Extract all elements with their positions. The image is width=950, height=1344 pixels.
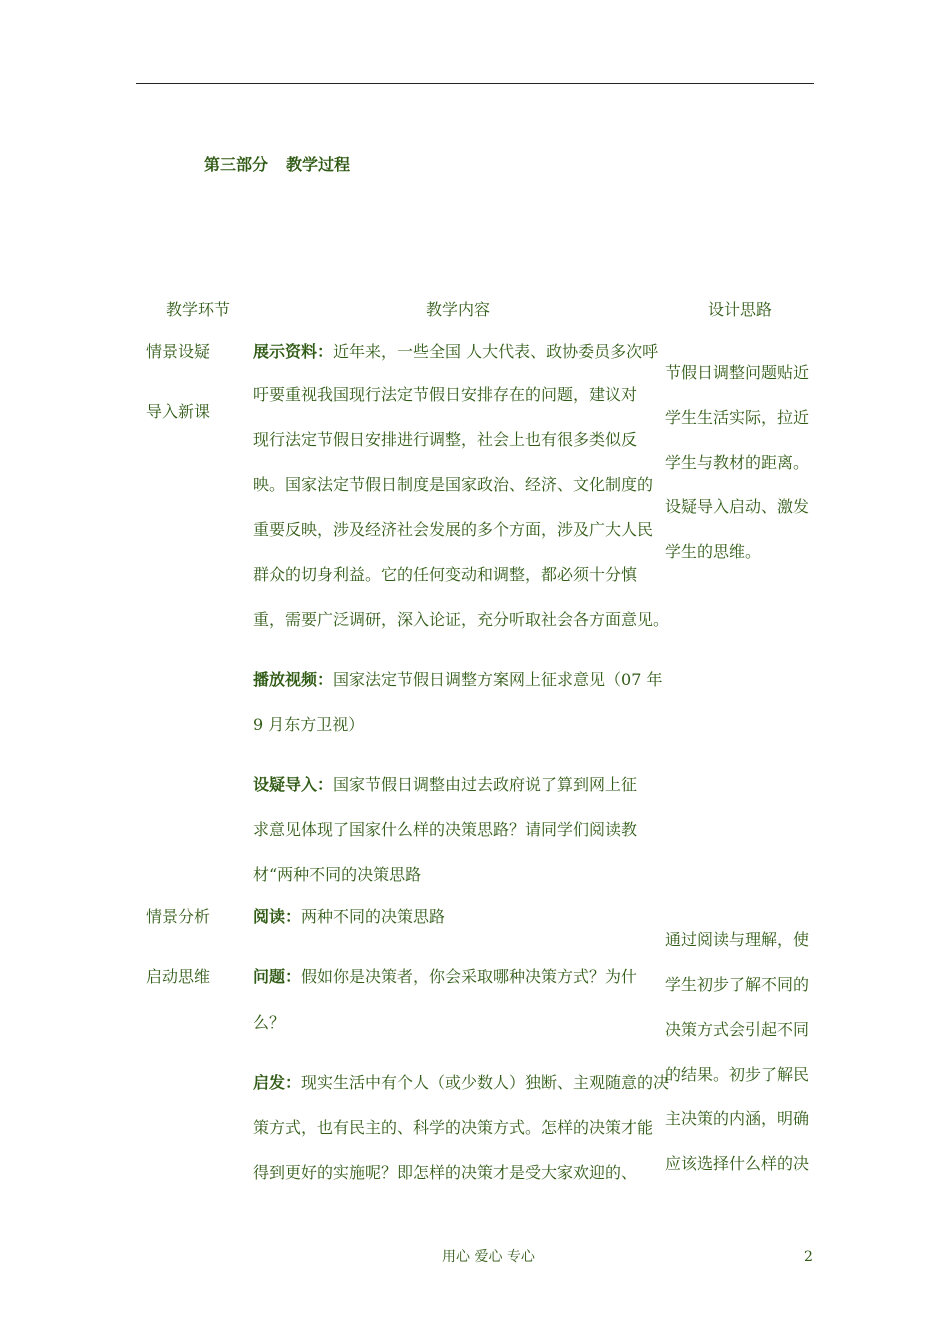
content-line: 问题：假如你是决策者，你会采取哪种决策方式？为什	[253, 967, 638, 986]
header-content: 教学内容	[426, 300, 491, 319]
content-line: 播放视频：国家法定节假日调整方案网上征求意见（07 年	[253, 670, 663, 689]
design-line: 的结果。初步了解民	[665, 1065, 810, 1084]
content-line: 现行法定节假日安排进行调整，社会上也有很多类似反	[253, 430, 638, 449]
design-line: 学生生活实际，拉近	[665, 408, 810, 427]
content-line: 映。国家法定节假日制度是国家政治、经济、文化制度的	[253, 475, 654, 494]
content-line: 9 月东方卫视）	[253, 715, 365, 734]
content-line: 阅读：两种不同的决策思路	[253, 907, 446, 926]
design-line: 通过阅读与理解，使	[665, 930, 810, 949]
content-line: 重，需要广泛调研，深入论证，充分听取社会各方面意见。	[253, 610, 670, 629]
section-part: 第三部分	[204, 155, 269, 174]
design-line: 节假日调整问题贴近	[665, 363, 810, 382]
video-label: 播放视频：	[253, 670, 334, 689]
content-line: 展示资料：近年来，一些全国 人大代表、政协委员多次呼	[253, 342, 659, 361]
content-line: 得到更好的实施呢？即怎样的决策才是受大家欢迎的、	[253, 1163, 638, 1182]
header-rule	[136, 83, 814, 84]
design-line: 决策方式会引起不同	[665, 1020, 810, 1039]
design-line: 学生与教材的距离。	[665, 453, 810, 472]
content-line: 么？	[253, 1013, 286, 1032]
content-line: 材“两种不同的决策思路	[253, 865, 422, 884]
footer-motto: 用心 爱心 专心	[442, 1249, 535, 1265]
content-line: 启发：现实生活中有个人（或少数人）独断、主观随意的决	[253, 1073, 670, 1092]
design-line: 应该选择什么样的决	[665, 1154, 810, 1173]
content-line: 策方式，也有民主的、科学的决策方式。怎样的决策才能	[253, 1118, 654, 1137]
content-line: 重要反映，涉及经济社会发展的多个方面，涉及广大人民	[253, 520, 654, 539]
header-stage: 教学环节	[166, 300, 231, 319]
inspire-label: 启发：	[253, 1073, 302, 1092]
show-label: 展示资料：	[253, 342, 334, 361]
content-line: 吁要重视我国现行法定节假日安排存在的问题，建议对	[253, 385, 638, 404]
stage-1a: 情景设疑	[146, 342, 211, 361]
design-line: 主决策的内涵，明确	[665, 1109, 810, 1128]
read-label: 阅读：	[253, 907, 302, 926]
section-title	[204, 155, 350, 175]
stage-2b: 启动思维	[146, 967, 211, 986]
stage-2a: 情景分析	[146, 907, 211, 926]
content-line: 群众的切身利益。它的任何变动和调整，都必须十分慎	[253, 565, 638, 584]
question-label: 设疑导入：	[253, 775, 334, 794]
content-line: 求意见体现了国家什么样的决策思路？请同学们阅读教	[253, 820, 638, 839]
design-line: 学生的思维。	[665, 542, 762, 561]
problem-label: 问题：	[253, 967, 302, 986]
section-name: 教学过程	[286, 155, 351, 174]
stage-1b: 导入新课	[146, 402, 211, 421]
design-line: 学生初步了解不同的	[665, 975, 810, 994]
header-design: 设计思路	[708, 300, 773, 319]
content-line: 设疑导入：国家节假日调整由过去政府说了算到网上征	[253, 775, 638, 794]
page-number: 2	[804, 1249, 813, 1265]
design-line: 设疑导入启动、激发	[665, 497, 810, 516]
